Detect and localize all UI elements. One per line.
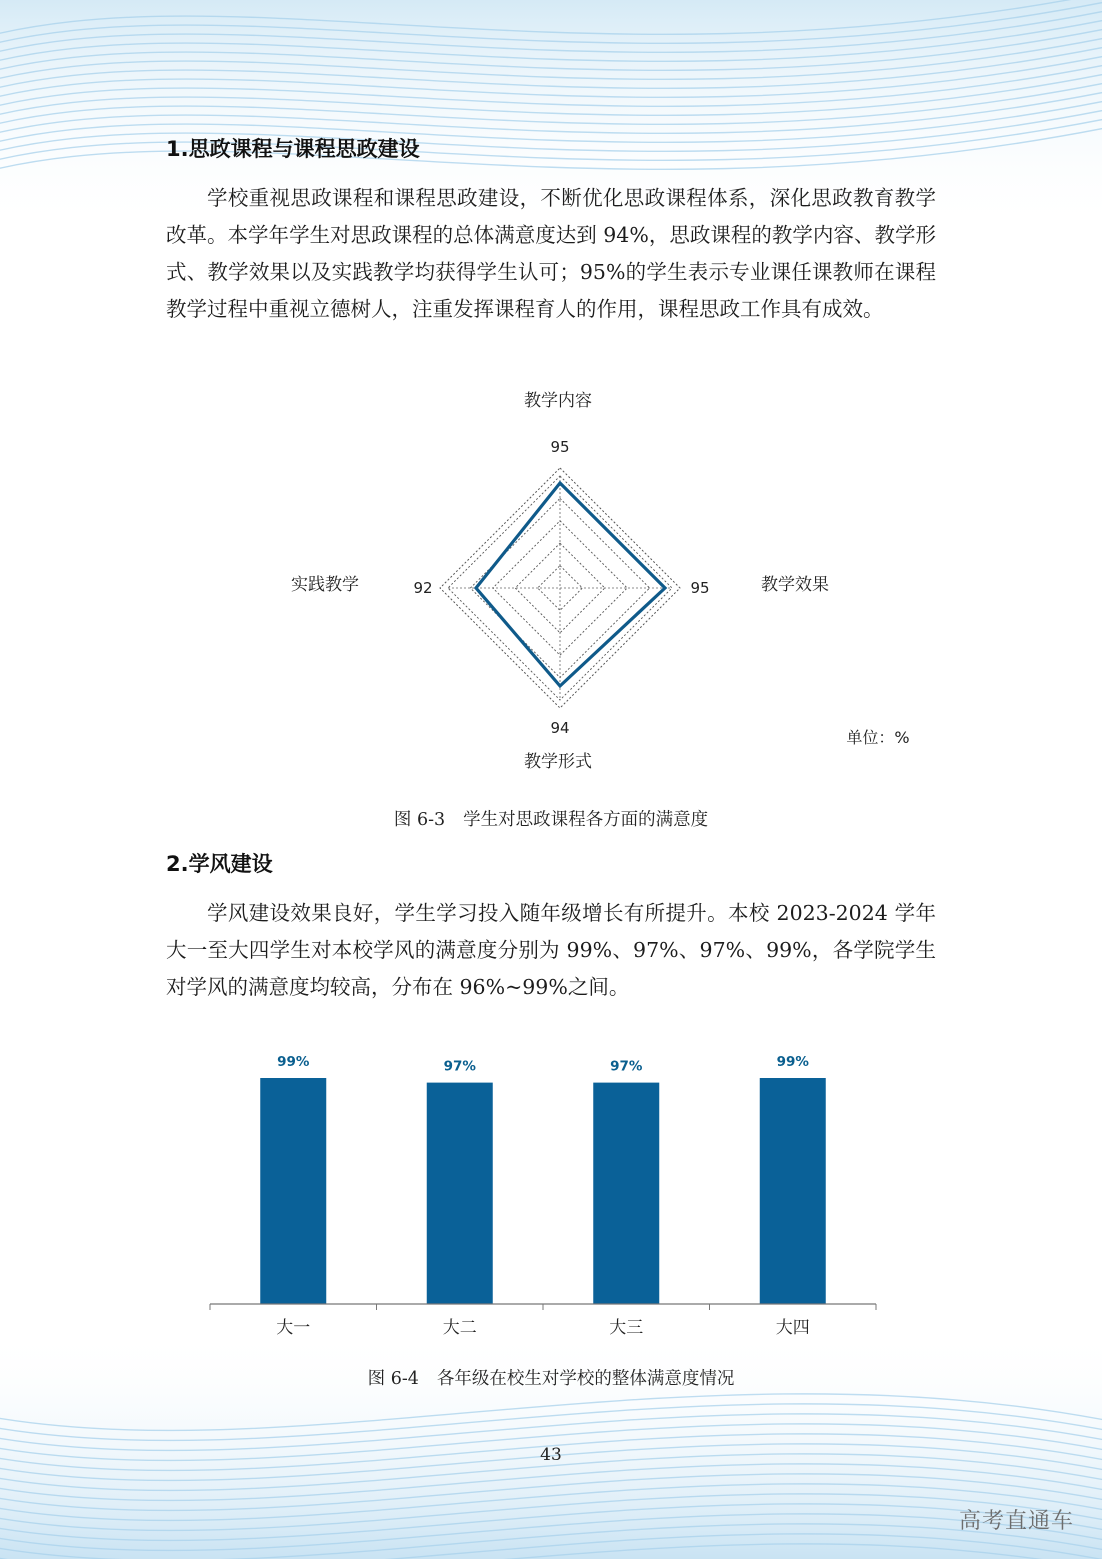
radar-value-label: 95	[550, 438, 570, 456]
bar-group	[260, 1054, 826, 1338]
radar-category-label: 教学效果	[761, 575, 829, 595]
bar	[427, 1083, 493, 1304]
x-tick-label: 大二	[442, 1318, 477, 1338]
radar-category-label: 教学形式	[524, 752, 592, 772]
radar-category-label: 教学内容	[524, 391, 592, 411]
x-tick-label: 大一	[276, 1318, 311, 1338]
page-number: 43	[540, 1445, 562, 1465]
radar-category-label: 实践教学	[291, 575, 359, 595]
bar-value-label: 97%	[610, 1058, 643, 1075]
x-tick-label: 大三	[609, 1318, 644, 1338]
section1-heading: 1.思政课程与课程思政建设	[166, 137, 420, 161]
x-axis-ticks	[210, 1304, 876, 1310]
bar-chart	[200, 1040, 890, 1350]
bar-value-label: 97%	[443, 1058, 476, 1075]
section1-paragraph: 学校重视思政课程和课程思政建设，不断优化思政课程体系，深化思政教育教学改革。本学年学生对思政课程的总体满意度达到 94%，思政课程的教学内容、教学形式、教学效果以及实践教学均获得学生认可；95%的学生表示专业课任课教师在课程教学过程中重视立德树人，注重发挥课程育人的作用，课程思政工作具有成效。	[166, 186, 936, 321]
figure1-caption	[0, 806, 1102, 831]
bar-value-label: 99%	[277, 1054, 310, 1070]
figure2-caption-number: 图 6-4	[367, 1369, 419, 1389]
x-tick-label: 大四	[775, 1318, 810, 1338]
figure2-caption-text: 各年级在校生对学校的整体满意度情况	[436, 1369, 735, 1389]
figure1-caption-text: 学生对思政课程各方面的满意度	[463, 810, 709, 830]
bar	[260, 1078, 326, 1304]
radar-chart	[280, 380, 920, 780]
radar-value-label: 95	[690, 579, 710, 597]
bar-value-label: 99%	[776, 1054, 809, 1070]
figure2-caption	[0, 1365, 1102, 1390]
bar	[593, 1083, 659, 1304]
figure1-caption-number: 图 6-3	[393, 810, 446, 830]
radar-series	[476, 483, 665, 686]
radar-value-label: 94	[550, 719, 570, 737]
section2-paragraph: 学风建设效果良好，学生学习投入随年级增长有所提升。本校 2023-2024 学年大一至大四学生对本校学风的满意度分别为 99%、97%、97%、99%，各学院学生对学风的满意度均较高，分布在 96%~99%之间。	[166, 901, 936, 999]
bar	[760, 1078, 826, 1304]
radar-value-label: 92	[413, 579, 433, 597]
watermark: 高考直通车	[958, 1509, 1074, 1534]
radar-grid	[448, 476, 672, 700]
radar-unit-label: 单位：%	[846, 728, 910, 747]
section2-heading: 2.学风建设	[166, 852, 273, 876]
